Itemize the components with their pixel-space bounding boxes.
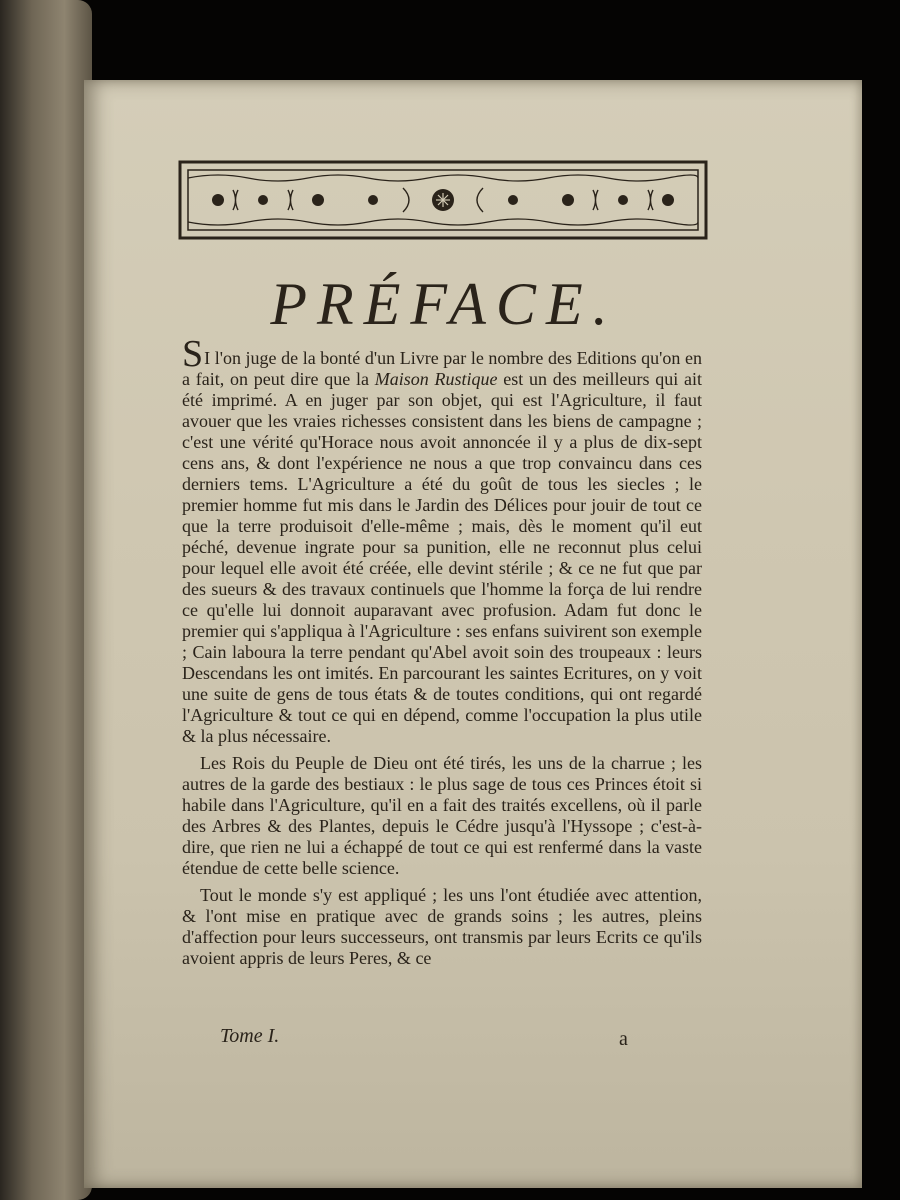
ornament-header-band xyxy=(178,160,708,240)
paragraph: Les Rois du Peuple de Dieu ont été tirés, les uns de la charrue ; les autres de la garde des bestiaux : le plus sage de tous ces Princes étoit si habile dans l'Agriculture, qu'il en a fait des traités excellens, où il parle des Arbres & des Plantes, depuis le Cédre jusqu'à l'Hyssope ; c'est-à-dire, que rien ne lui a échappé de tout ce qui est renfermé dans la vaste étendue de cette belle science. xyxy=(182,753,702,878)
volume-label: Tome I. xyxy=(220,1025,280,1047)
page-title: PRÉFACE. xyxy=(270,271,618,337)
book-page xyxy=(84,80,862,1188)
body-text xyxy=(182,333,702,975)
book-title-italic: Maison Rustique xyxy=(374,369,498,389)
drop-cap: S xyxy=(182,333,204,375)
paragraph: Tout le monde s'y est appliqué ; les uns l'ont étudiée avec attention, & l'ont mise en pratique avec de grands soins ; les autres, pleins d'affection pour leurs successeurs, ont transmis par leurs Ecrits ce qu'ils avoient appris de leurs Peres, & ce xyxy=(182,885,702,968)
paragraph xyxy=(182,333,702,747)
facing-page-edge xyxy=(0,0,92,1200)
paragraph-text: I l'on juge de la bonté d'un Livre par le nombre des Editions qu'on en a fait, on peut dire que la xyxy=(182,348,702,389)
signature-mark: a xyxy=(619,1028,628,1050)
paragraph-text: est un des meilleurs qui ait été imprimé. A en juger par son objet, qui est l'Agriculture, il faut avouer que les vraies richesses consistent dans les biens de campagne ; c'est une vérité qu'Horace nous avoit annoncée il y a plus de dix-sept cens ans, & dont l'expérience ne nous a que trop convaincu dans ces derniers tems. L'Agriculture a été du goût de tous les siecles ; le premier homme fut mis dans le Jardin des Délices pour jouir de tout ce que la terre produisoit d'elle-même ; mais, dès le moment qu'il eut péché, devenue ingrate pour sa punition, elle ne reconnut plus celui pour lequel elle avoit été créée, elle devint stérile ; & ce ne fut que par des sueurs & des travaux continuels que l'homme la força de lui rendre ce qu'elle lui donnoit auparavant avec profusion. Adam fut donc le premier qui s'appliqua à l'Agriculture : ses enfans suivirent son exemple ; Cain laboura la terre pendant qu'Abel avoit soin des troupeaux : leurs Descendans les ont imités. En parcourant les saintes Ecritures, on y voit une suite de gens de tous états & de toutes conditions, qui ont regardé l'Agriculture & tout ce qui en dépend, comme l'occupation la plus utile & la plus nécessaire. xyxy=(182,369,702,746)
